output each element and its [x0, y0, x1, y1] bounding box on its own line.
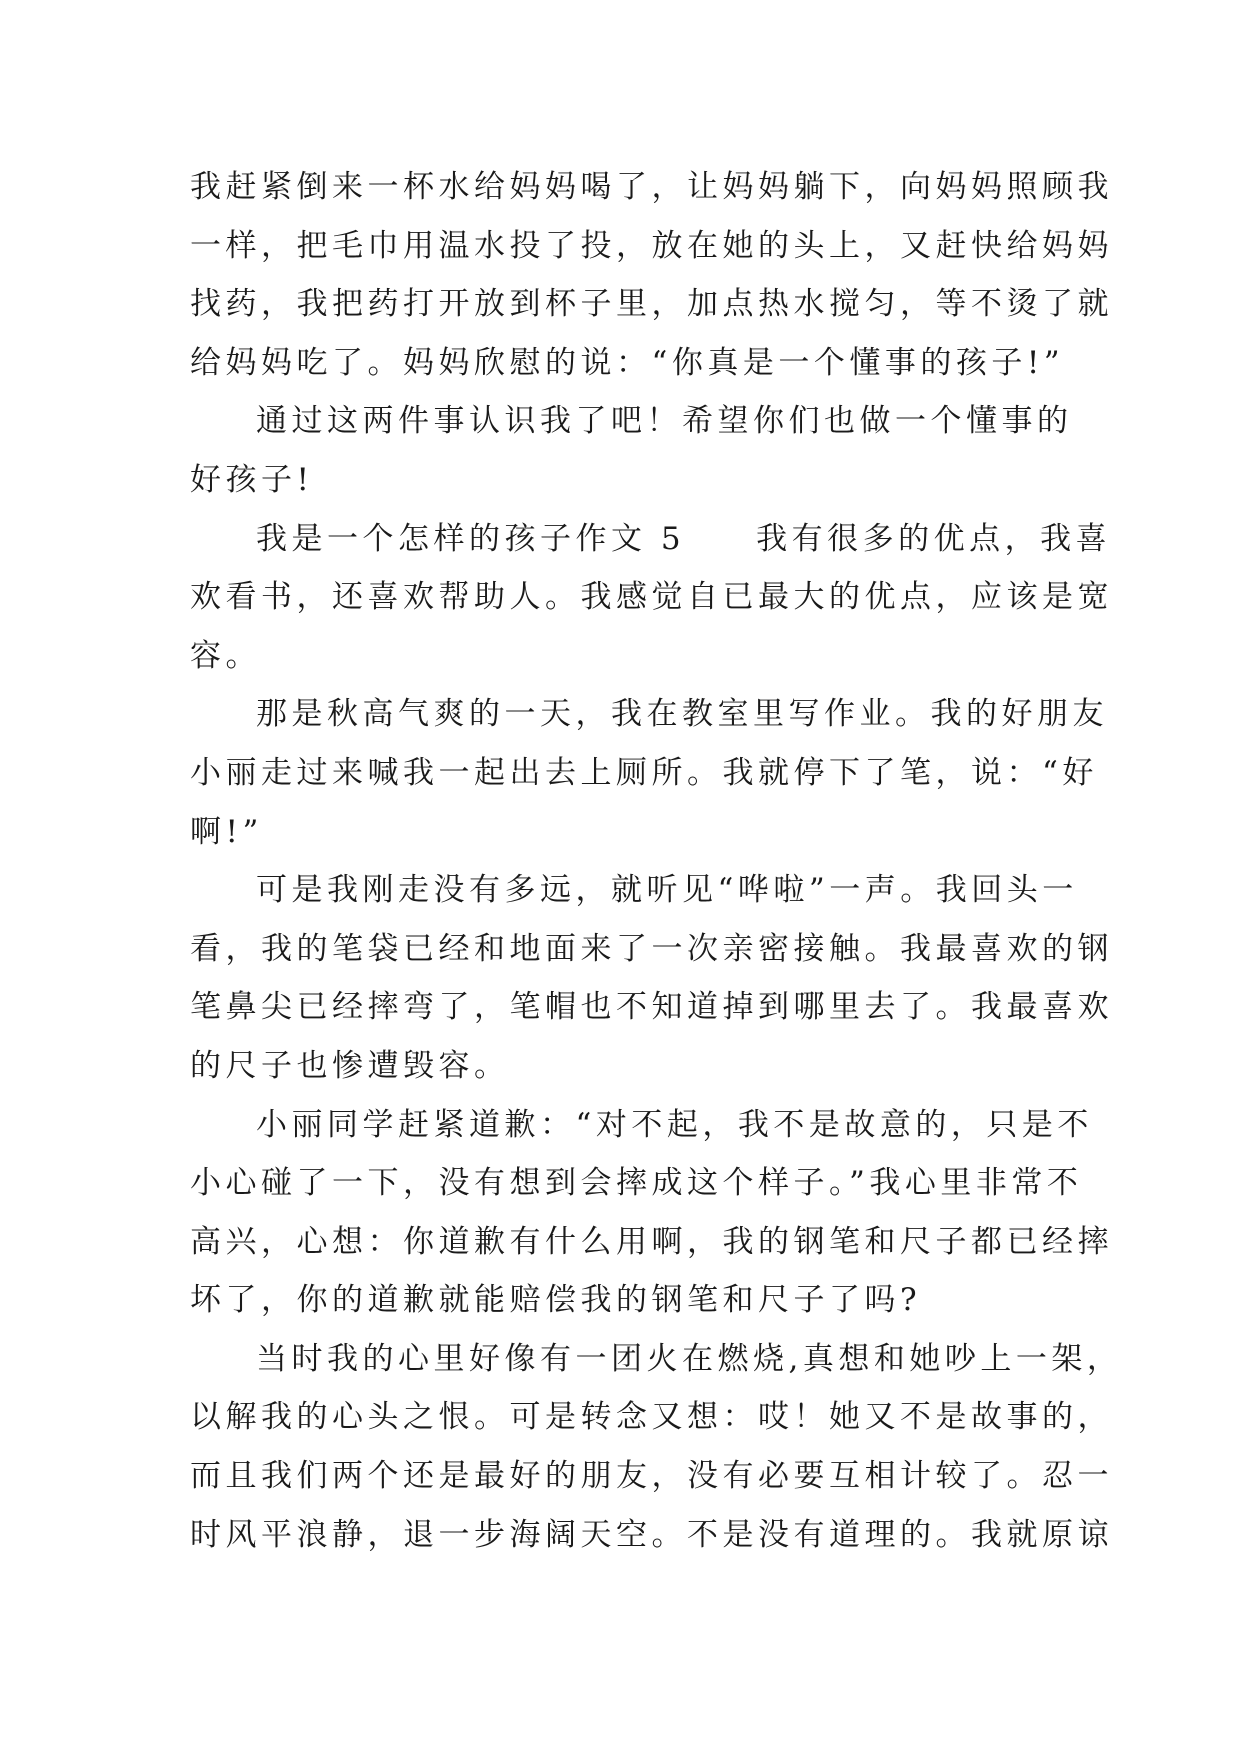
paragraph-2 [190, 392, 1073, 509]
text-line: 好孩子! [190, 461, 314, 498]
text-line: 笔鼻尖已经摔弯了，笔帽也不知道掉到哪里去了。我最喜欢 [190, 989, 1113, 1026]
text-line: 小心碰了一下，没有想到会摔成这个样子。”我心里非常不 [190, 1165, 1083, 1202]
text-line: 啊!” [190, 813, 263, 850]
text-line: 当时我的心里好像有一团火在燃烧,真想和她吵上一架， [256, 1340, 1123, 1377]
text-line: 小丽走过来喊我一起出去上厕所。我就停下了笔，说：“好 [190, 754, 1098, 791]
paragraph-7 [190, 1330, 1123, 1564]
text-line: 坏了，你的道歉就能赔偿我的钢笔和尺子了吗? [190, 1282, 922, 1319]
text-line: 时风平浪静，退一步海阔天空。不是没有道理的。我就原谅 [190, 1516, 1113, 1553]
paragraph-4 [190, 685, 1108, 861]
essay-body [190, 158, 1123, 1564]
text-line: 通过这两件事认识我了吧！希望你们也做一个懂事的 [256, 403, 1073, 440]
paragraph-6 [190, 1096, 1113, 1330]
text-line: 以解我的心头之恨。可是转念又想：哎！她又不是故事的， [190, 1399, 1113, 1436]
text-line: 那是秋高气爽的一天，我在教室里写作业。我的好朋友 [256, 696, 1108, 733]
text-line: 小丽同学赶紧道歉：“对不起，我不是故意的，只是不 [256, 1106, 1093, 1143]
text-line: 可是我刚走没有多远，就听见“哗啦”一声。我回头一 [256, 872, 1078, 909]
text-line: 一样，把毛巾用温水投了投，放在她的头上，又赶快给妈妈 [190, 227, 1113, 264]
text-line: 我是一个怎样的孩子作文 5 我有很多的优点，我喜 [256, 520, 1112, 557]
text-line: 而且我们两个还是最好的朋友，没有必要互相计较了。忍一 [190, 1458, 1113, 1495]
text-line: 给妈妈吃了。妈妈欣慰的说：“你真是一个懂事的孩子!” [190, 344, 1065, 381]
paragraph-5 [190, 861, 1113, 1095]
text-line: 看，我的笔袋已经和地面来了一次亲密接触。我最喜欢的钢 [190, 930, 1113, 967]
text-line: 的尺子也惨遭毁容。 [190, 1047, 510, 1084]
text-line: 高兴，心想：你道歉有什么用啊，我的钢笔和尺子都已经摔 [190, 1223, 1113, 1260]
text-line: 我赶紧倒来一杯水给妈妈喝了，让妈妈躺下，向妈妈照顾我 [190, 169, 1113, 205]
text-line: 容。 [190, 637, 261, 674]
paragraph-1 [190, 158, 1113, 392]
text-line: 找药，我把药打开放到杯子里，加点热水搅匀，等不烫了就 [190, 286, 1113, 323]
paragraph-3 [190, 510, 1113, 686]
text-line: 欢看书，还喜欢帮助人。我感觉自已最大的优点，应该是宽 [190, 579, 1113, 616]
